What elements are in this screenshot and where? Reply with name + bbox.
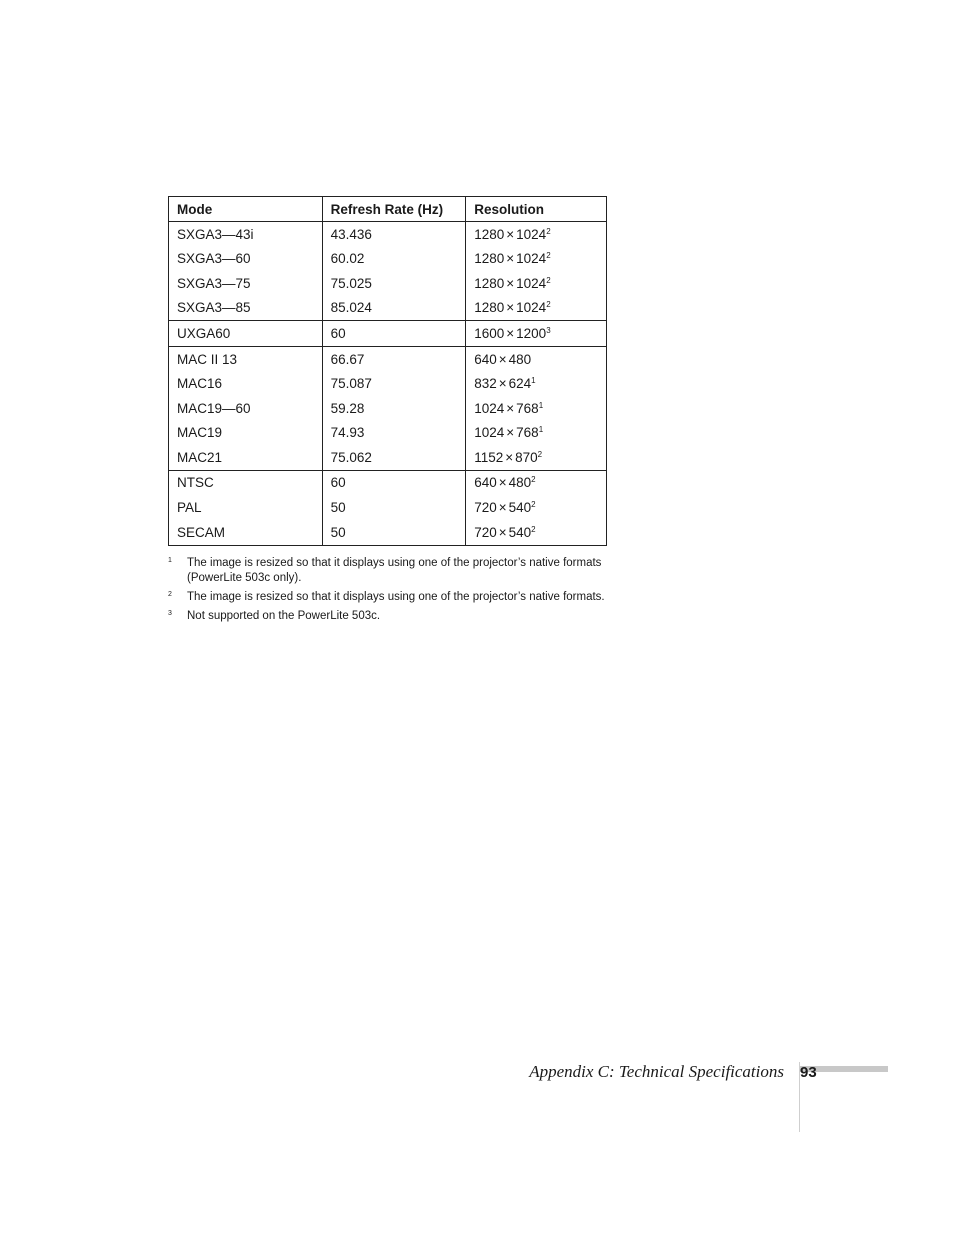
cell-resolution — [466, 445, 607, 470]
resolution-height: 540 — [508, 524, 532, 540]
resolution-width: 832 — [474, 376, 497, 392]
cell-resolution — [466, 247, 607, 272]
cell-refresh-rate: 43.436 — [322, 222, 466, 247]
cell-mode: MAC21 — [169, 445, 323, 470]
cell-refresh-rate: 75.025 — [322, 271, 466, 296]
times-sign: × — [498, 376, 507, 392]
times-sign: × — [506, 300, 515, 316]
footnote-reference: 3 — [546, 325, 551, 335]
footnote-reference: 2 — [546, 300, 551, 310]
cell-refresh-rate: 85.024 — [322, 296, 466, 321]
resolution-width: 1152 — [474, 449, 504, 465]
resolution-height: 480 — [508, 351, 532, 367]
table-row — [169, 372, 607, 397]
resolution-height: 870 — [515, 449, 538, 465]
resolution-width: 640 — [474, 351, 497, 367]
times-sign: × — [498, 500, 507, 516]
cell-refresh-rate: 50 — [322, 520, 466, 545]
cell-mode: UXGA60 — [169, 321, 323, 347]
resolution-width: 1600 — [474, 325, 505, 341]
resolution-width: 1280 — [474, 226, 505, 242]
table-row — [169, 271, 607, 296]
resolution-width: 1280 — [474, 251, 505, 267]
cell-mode: MAC II 13 — [169, 346, 323, 371]
footnote-reference: 1 — [538, 400, 544, 410]
footnote-reference: 2 — [546, 275, 551, 285]
cell-resolution — [466, 470, 607, 495]
table-row — [169, 421, 607, 446]
video-modes-table — [168, 196, 607, 546]
footnote-reference: 2 — [537, 449, 543, 459]
footnote-reference: 2 — [546, 251, 551, 261]
table-header-row — [169, 197, 607, 222]
column-header-refresh-rate: Refresh Rate (Hz) — [322, 197, 466, 222]
footnote-text: The image is resized so that it displays using one of the projector’s native formats. — [187, 591, 605, 603]
cell-resolution — [466, 496, 607, 521]
cell-refresh-rate: 75.087 — [322, 372, 466, 397]
cell-mode: SXGA3—75 — [169, 271, 323, 296]
resolution-height: 1024 — [516, 226, 547, 242]
resolution-width: 1024 — [474, 425, 505, 441]
footnote — [168, 556, 608, 586]
footer-chapter-title: Appendix C: Technical Specifications — [529, 1062, 784, 1081]
resolution-height: 768 — [516, 425, 539, 441]
times-sign: × — [505, 449, 514, 465]
resolution-height: 768 — [516, 400, 539, 416]
cell-refresh-rate: 75.062 — [322, 445, 466, 470]
cell-mode: SXGA3—43i — [169, 222, 323, 247]
cell-mode: SXGA3—85 — [169, 296, 323, 321]
footnote-mark: 2 — [168, 591, 172, 598]
footnote-reference: 2 — [531, 500, 536, 510]
resolution-width: 1280 — [474, 300, 505, 316]
table-row — [169, 321, 607, 347]
column-header-resolution: Resolution — [466, 197, 607, 222]
resolution-width: 1280 — [474, 275, 505, 291]
resolution-height: 1200 — [516, 325, 547, 341]
footnote-reference: 2 — [531, 475, 536, 485]
table-row — [169, 496, 607, 521]
footnote — [168, 609, 608, 624]
times-sign: × — [498, 475, 507, 491]
resolution-width: 720 — [474, 500, 497, 516]
cell-mode: PAL — [169, 496, 323, 521]
cell-resolution — [466, 222, 607, 247]
resolution-width: 1024 — [474, 400, 505, 416]
resolution-width: 640 — [474, 475, 497, 491]
footnote-reference: 2 — [531, 524, 536, 534]
footnote-text: The image is resized so that it displays using one of the projector’s native formats (PowerLite 503c only). — [187, 557, 602, 584]
table-row — [169, 296, 607, 321]
cell-refresh-rate: 59.28 — [322, 396, 466, 421]
times-sign: × — [506, 400, 515, 416]
cell-refresh-rate: 60.02 — [322, 247, 466, 272]
cell-resolution — [466, 396, 607, 421]
table-row — [169, 396, 607, 421]
cell-refresh-rate: 66.67 — [322, 346, 466, 371]
resolution-height: 624 — [508, 376, 532, 392]
cell-refresh-rate: 74.93 — [322, 421, 466, 446]
cell-resolution — [466, 421, 607, 446]
running-footer — [0, 1060, 954, 1140]
cell-resolution — [466, 296, 607, 321]
resolution-width: 720 — [474, 524, 497, 540]
page-number: 93 — [800, 1064, 817, 1081]
resolution-height: 1024 — [516, 275, 547, 291]
footnote-reference: 1 — [538, 425, 544, 435]
footnote-reference: 2 — [546, 226, 551, 236]
times-sign: × — [506, 325, 515, 341]
footnotes — [168, 556, 608, 628]
table-body — [169, 222, 607, 546]
cell-mode: MAC19—60 — [169, 396, 323, 421]
footnote-text: Not supported on the PowerLite 503c. — [187, 610, 381, 622]
cell-mode: NTSC — [169, 470, 323, 495]
table-row — [169, 470, 607, 495]
cell-refresh-rate: 60 — [322, 321, 466, 347]
table-row — [169, 222, 607, 247]
resolution-height: 540 — [508, 500, 532, 516]
cell-resolution — [466, 372, 607, 397]
cell-mode: SECAM — [169, 520, 323, 545]
times-sign: × — [506, 226, 515, 242]
cell-refresh-rate: 60 — [322, 470, 466, 495]
cell-resolution — [466, 346, 607, 371]
times-sign: × — [506, 425, 515, 441]
footnote — [168, 590, 608, 605]
footnote-reference: 1 — [531, 376, 536, 386]
resolution-height: 1024 — [516, 251, 547, 267]
footnote-mark: 1 — [168, 557, 172, 564]
cell-mode: SXGA3—60 — [169, 247, 323, 272]
footnote-mark: 3 — [168, 610, 172, 617]
column-header-mode: Mode — [169, 197, 323, 222]
times-sign: × — [498, 524, 507, 540]
cell-resolution — [466, 520, 607, 545]
cell-mode: MAC19 — [169, 421, 323, 446]
cell-resolution — [466, 271, 607, 296]
resolution-height: 480 — [508, 475, 532, 491]
table-row — [169, 520, 607, 545]
table-row — [169, 346, 607, 371]
cell-resolution — [466, 321, 607, 347]
resolution-height: 1024 — [516, 300, 547, 316]
table-row — [169, 445, 607, 470]
times-sign: × — [506, 251, 515, 267]
times-sign: × — [506, 275, 515, 291]
table-row — [169, 247, 607, 272]
times-sign: × — [498, 351, 507, 367]
cell-mode: MAC16 — [169, 372, 323, 397]
cell-refresh-rate: 50 — [322, 496, 466, 521]
